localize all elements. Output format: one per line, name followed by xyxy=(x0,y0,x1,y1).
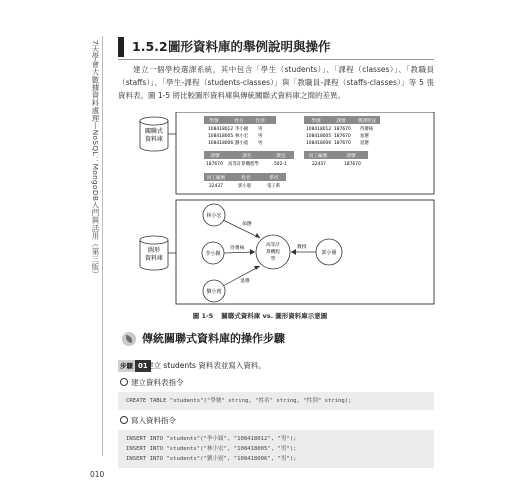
figure-caption xyxy=(0,311,520,320)
para-line: 等 5 張資料表。圖 1-5 將比較圖形資料庫與傳統關聯式資料庫之間的差異。 xyxy=(118,78,434,100)
table-cell: 108418012 xyxy=(208,127,234,132)
graph-node-student-3 xyxy=(203,280,225,302)
leaf-icon xyxy=(122,332,136,346)
table-cell: 108418005 xyxy=(306,134,332,139)
table-header: 系所 xyxy=(269,176,279,181)
table-header: 選課狀況 xyxy=(357,119,377,124)
code-block-create xyxy=(118,392,434,410)
para-line: 建立一個學校選課系統，其中包含「學生（students）」、「課程（classes）」、「教 xyxy=(133,65,419,74)
classes-table xyxy=(204,151,294,167)
node-label: 郭小愚 xyxy=(321,250,337,256)
table-cell: 187670 xyxy=(334,127,351,132)
edge-label-add: 加選 xyxy=(242,222,252,227)
table-cell: 108418005 xyxy=(208,134,234,139)
table-header: 員工編號 xyxy=(206,176,226,181)
node-label: 高等計 xyxy=(266,243,280,248)
section-marker xyxy=(118,37,124,57)
table-cell: 187670 xyxy=(334,141,351,146)
table-cell: 22437 xyxy=(312,162,326,167)
table-cell: 108418006 xyxy=(306,141,332,146)
intro-paragraph xyxy=(118,63,434,102)
caption-label: 圖 1-5 xyxy=(192,312,214,320)
table-cell: 劉小賓 xyxy=(235,141,249,146)
staffs-table xyxy=(204,173,286,189)
book-title-vertical: 7天學會大數據資料處理—NoSQL：MongoDB入門與活用（第三版） xyxy=(91,40,100,279)
node-label: 李小穎 xyxy=(205,251,221,257)
section-number: 1.5.2 xyxy=(132,39,168,54)
node-label: 劉小賓 xyxy=(206,289,222,295)
table-header: 性別 xyxy=(255,119,265,124)
step-text: 建立 students 資料表並寫入資料。 xyxy=(146,361,266,370)
graph-db-icon xyxy=(140,236,168,270)
table-header: 學號 xyxy=(209,119,219,124)
students-classes-table xyxy=(304,116,380,146)
table-cell: 郭小愚 xyxy=(238,184,252,189)
table-cell: 加選 xyxy=(360,134,369,139)
table-cell: 男 xyxy=(258,141,263,146)
table-header: 學號 xyxy=(311,119,321,124)
bullet-insert-data xyxy=(120,415,176,427)
table-cell: 高等計算機程學 xyxy=(228,162,259,167)
table-cell: 502-1 xyxy=(274,162,287,167)
table-cell: 李小穎 xyxy=(235,127,249,132)
table-header: 課號 xyxy=(210,154,220,159)
code-line: CREATE TABLE "students"("學號" string, "姓名" string, "性別" string); xyxy=(126,398,352,404)
table-header: 姓名 xyxy=(241,176,251,181)
bullet-create-table xyxy=(120,377,184,389)
edge-label-teach: 教授 xyxy=(297,245,307,250)
step-badge-number: 01 xyxy=(135,360,151,372)
table-header: 課號 xyxy=(336,119,346,124)
graph-node-student-1 xyxy=(203,204,225,226)
table-header: 姓名 xyxy=(234,119,244,124)
table-header: 教室 xyxy=(276,154,286,159)
code-line: INSERT INTO "students"("劉小賓", "108418006", "男"); xyxy=(126,456,297,462)
caption-text: 關聯式資料庫 vs. 圖形資料庫示意圖 xyxy=(221,312,328,320)
table-cell: 187670 xyxy=(334,134,351,139)
page-number: 010 xyxy=(90,470,105,479)
section-rule xyxy=(118,59,434,60)
code-block-insert xyxy=(118,430,434,468)
table-header: 員工編號 xyxy=(308,154,328,159)
circle-bullet-icon xyxy=(120,378,128,386)
node-label: 算機程 xyxy=(266,250,280,255)
graph-node-student-2 xyxy=(202,242,224,264)
code-line: INSERT INTO "students"("李小穎", "108418012", "男"); xyxy=(126,436,297,442)
graph-db-label-2: 資料庫 xyxy=(144,255,164,262)
table-cell: 男 xyxy=(258,134,263,139)
table-cell: 108418006 xyxy=(208,141,234,146)
table-cell: 22437 xyxy=(209,184,223,189)
node-label: 學 xyxy=(270,257,276,262)
edge-label-drop: 退選 xyxy=(240,279,250,284)
edge-label-pending: 待審核 xyxy=(230,246,245,251)
table-cell: 林小宏 xyxy=(235,134,249,139)
relational-db-icon xyxy=(140,117,168,151)
para-line: 職員（staffs）」、「學生-課程（students-classes）」與「教職員-課程（staffs-classes）」 xyxy=(118,65,435,87)
table-cell: 待審核 xyxy=(360,127,374,132)
graph-db-label-1: 圖形 xyxy=(147,247,161,254)
table-cell: 108418012 xyxy=(306,127,332,132)
relational-db-label-2: 資料庫 xyxy=(144,136,164,143)
section-title: 圖形資料庫的舉例說明與操作 xyxy=(168,39,331,54)
subsection-title: 傳統關聯式資料庫的操作步驟 xyxy=(142,332,285,345)
relational-db-label-1: 關聯式 xyxy=(144,128,164,135)
graph-node-class xyxy=(256,235,290,269)
table-cell: 男 xyxy=(258,127,263,132)
node-label: 林小宏 xyxy=(206,213,222,219)
figure-diagram xyxy=(136,112,436,308)
table-header: 課號 xyxy=(346,154,356,159)
circle-bullet-icon xyxy=(120,416,128,424)
bullet-label: 建立資料表指令 xyxy=(131,378,184,387)
table-cell: 187670 xyxy=(344,162,361,167)
step-badge-word: 步驟 xyxy=(120,362,133,370)
table-cell: 187670 xyxy=(206,162,223,167)
table-cell: 電子系 xyxy=(267,184,281,189)
table-cell: 退選 xyxy=(360,141,369,146)
table-header: 課名 xyxy=(242,154,252,159)
code-line: INSERT INTO "students"("林小宏", "108418005", "男"); xyxy=(126,446,297,452)
bullet-label: 寫入資料指令 xyxy=(131,416,176,425)
graph-node-staff xyxy=(316,239,342,265)
